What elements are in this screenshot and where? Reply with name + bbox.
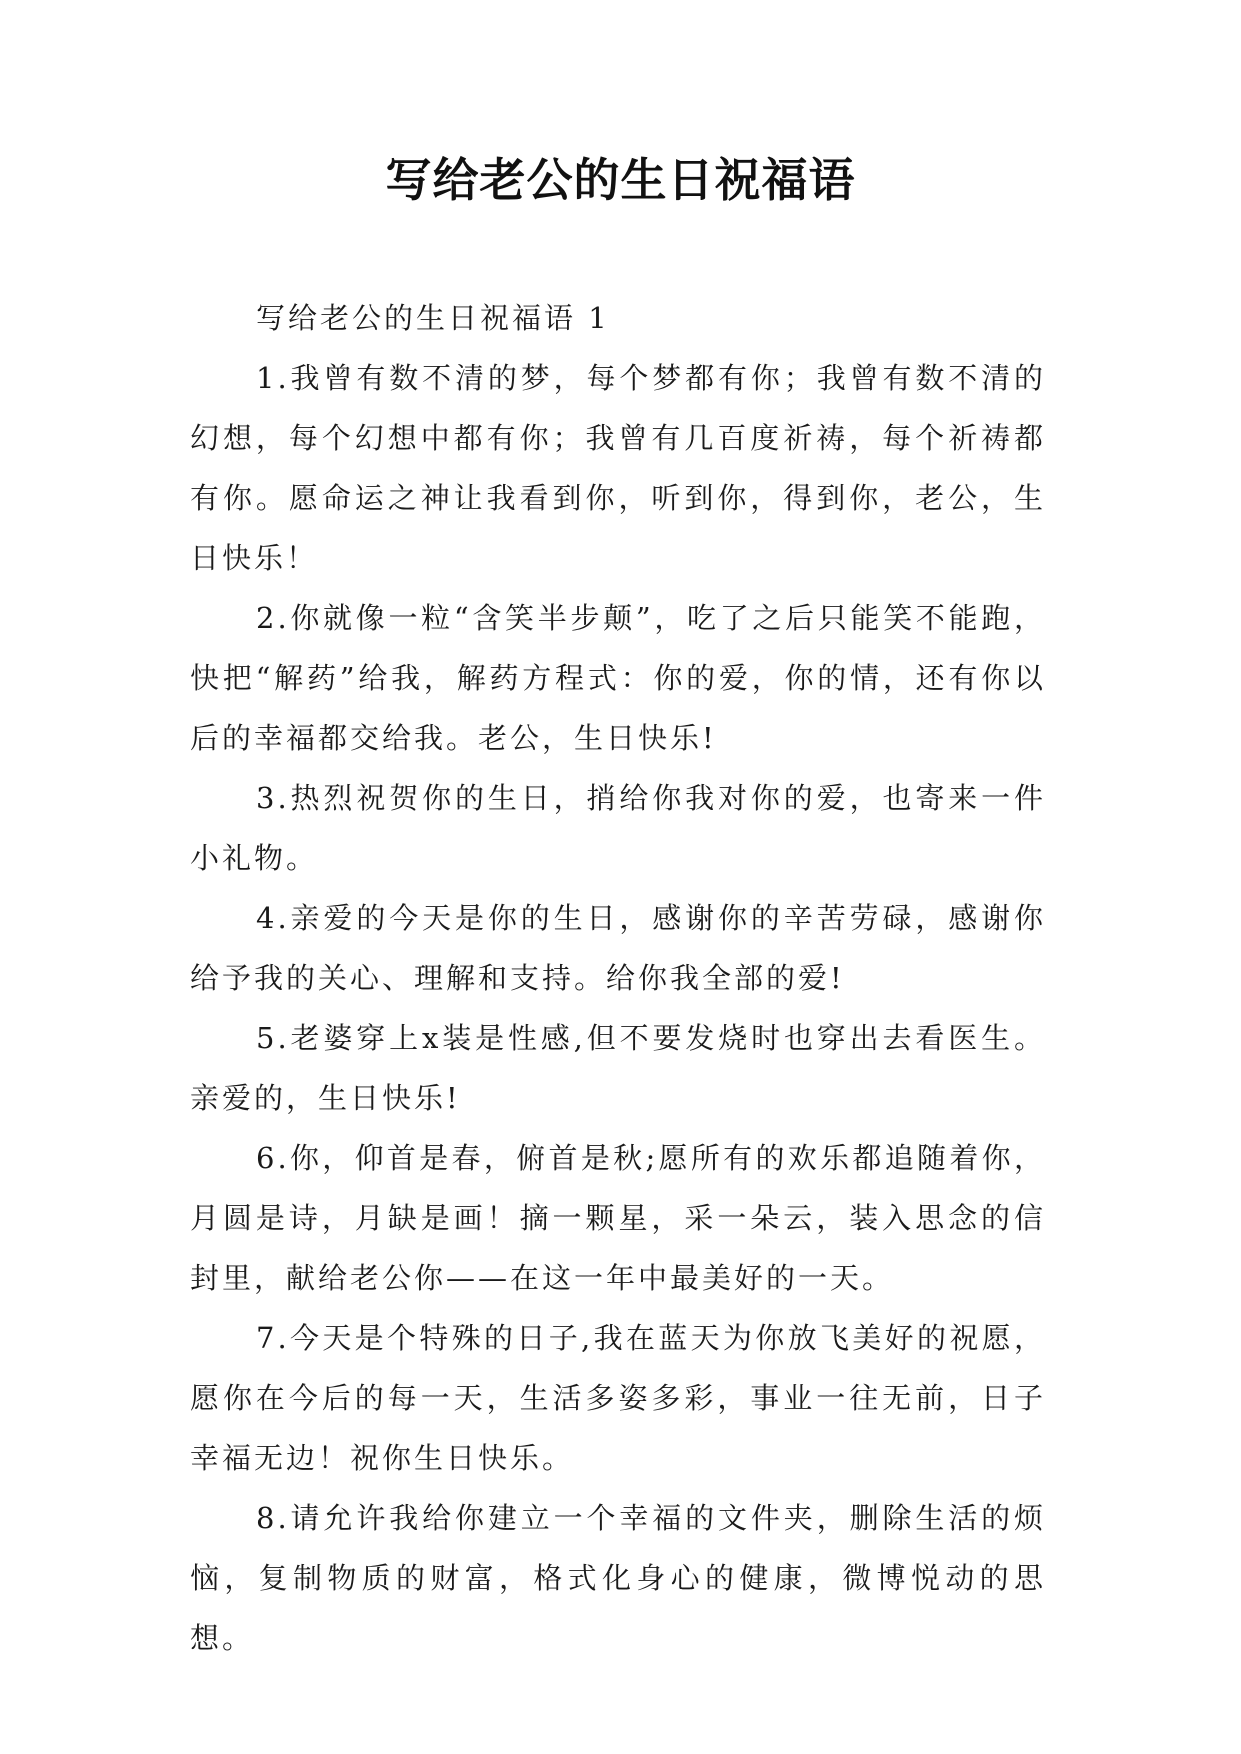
document-title: 写给老公的生日祝福语	[385, 153, 856, 207]
paragraph-5: 5.老婆穿上x装是性感,但不要发烧时也穿出去看医生。亲爱的，生日快乐!	[190, 1021, 1046, 1115]
paragraph-8: 8.请允许我给你建立一个幸福的文件夹，删除生活的烦恼，复制物质的财富，格式化身心的健康，微博悦动的思想。	[190, 1501, 1046, 1655]
paragraph-4: 4.亲爱的今天是你的生日，感谢你的辛苦劳碌，感谢你给予我的关心、理解和支持。给你我全部的爱!	[190, 901, 1046, 995]
document-body	[190, 288, 1046, 1668]
paragraph-3: 3.热烈祝贺你的生日，捎给你我对你的爱，也寄来一件小礼物。	[190, 781, 1046, 875]
paragraph-2: 2.你就像一粒“含笑半步颠”，吃了之后只能笑不能跑，快把“解药”给我，解药方程式：你的爱，你的情，还有你以后的幸福都交给我。老公，生日快乐!	[190, 601, 1046, 755]
paragraph-6: 6.你，仰首是春，俯首是秋;愿所有的欢乐都追随着你，月圆是诗，月缺是画！摘一颗星，采一朵云，装入思念的信封里，献给老公你——在这一年中最美好的一天。	[190, 1141, 1046, 1295]
paragraph-1: 1.我曾有数不清的梦，每个梦都有你；我曾有数不清的幻想，每个幻想中都有你；我曾有几百度祈祷，每个祈祷都有你。愿命运之神让我看到你，听到你，得到你，老公，生日快乐！	[190, 361, 1046, 575]
paragraph-7: 7.今天是个特殊的日子,我在蓝天为你放飞美好的祝愿，愿你在今后的每一天，生活多姿多彩，事业一往无前，日子幸福无边！祝你生日快乐。	[190, 1321, 1046, 1475]
section-heading: 写给老公的生日祝福语 1	[256, 301, 610, 335]
